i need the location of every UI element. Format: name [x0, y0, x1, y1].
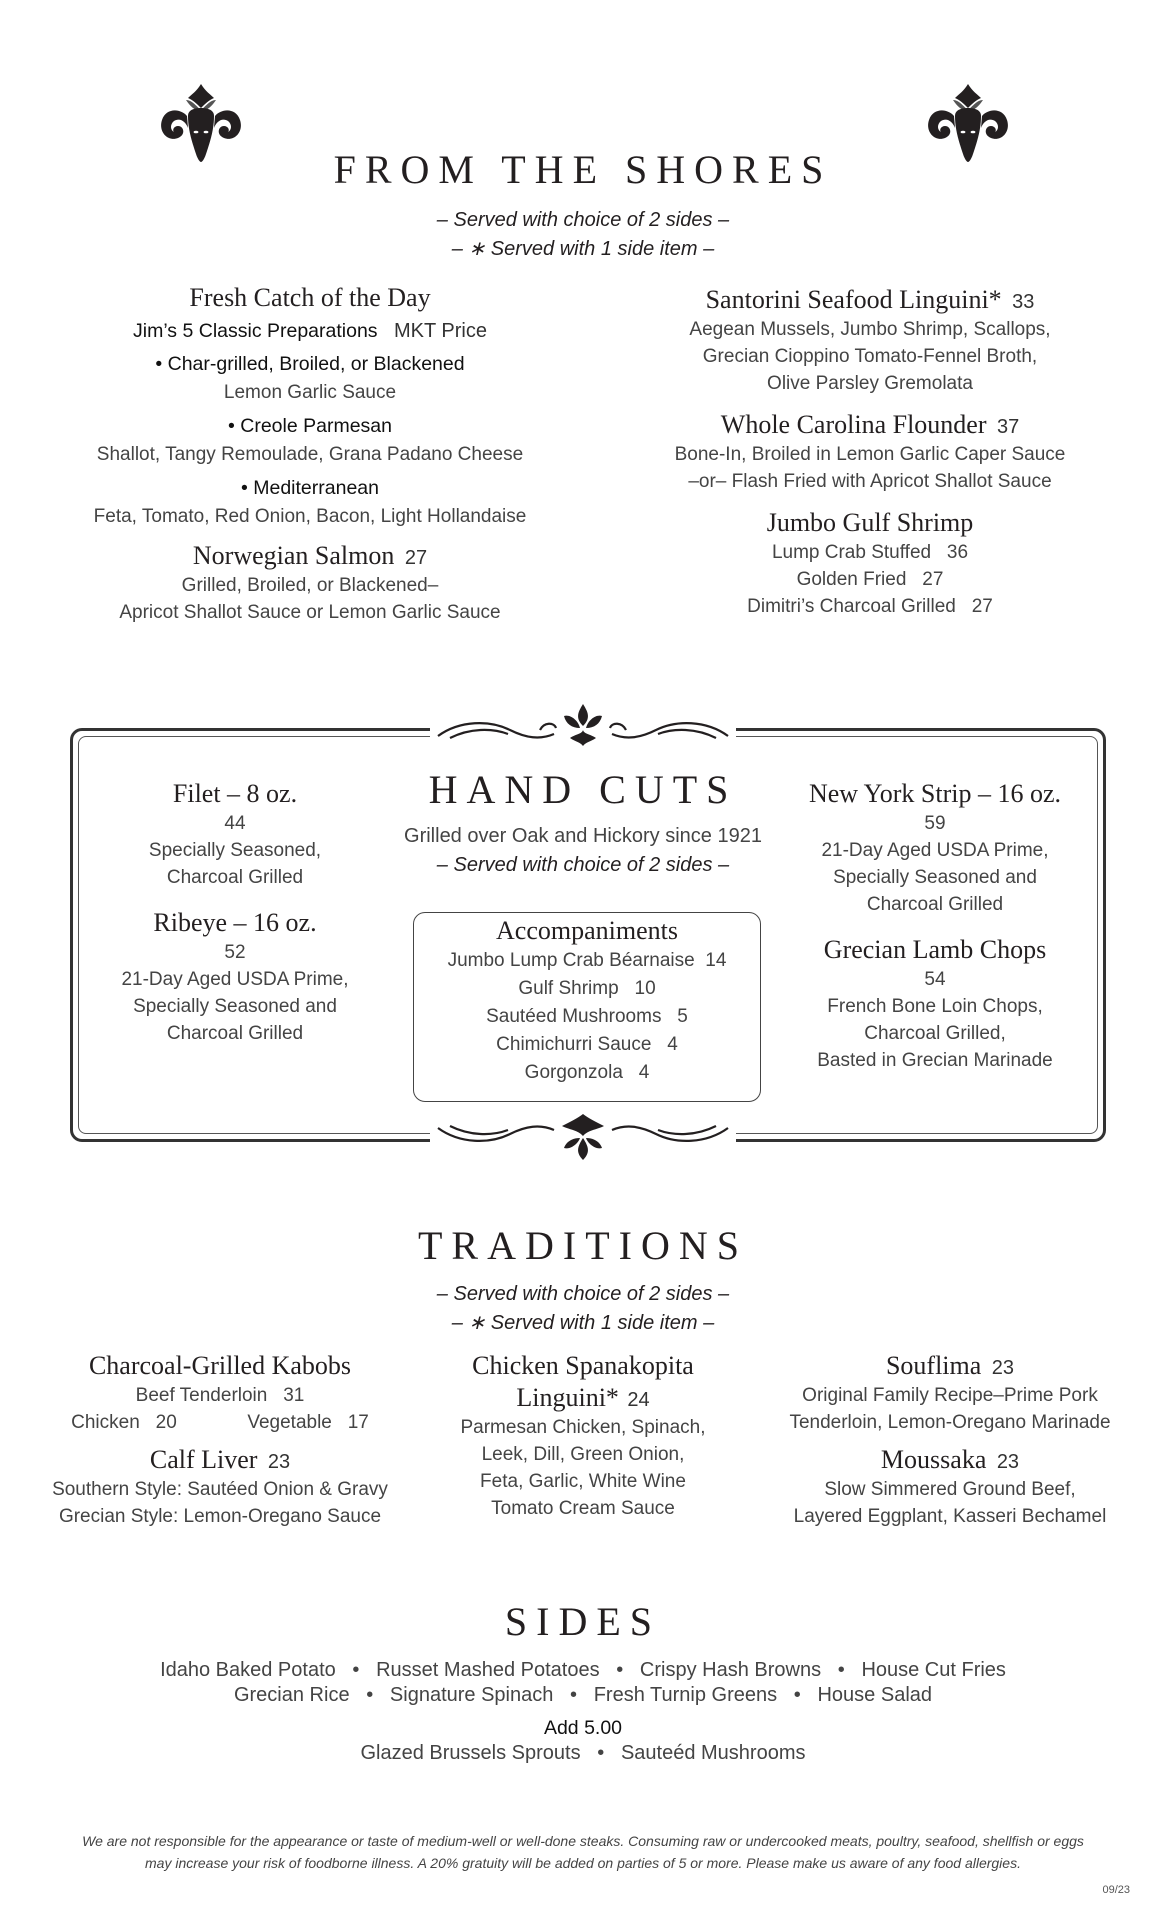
- dish-price: 44: [224, 813, 246, 834]
- traditions-subtitle-line: – ∗ Served with 1 side item –: [451, 1312, 715, 1334]
- dish-price: 33: [1012, 291, 1035, 313]
- menu-version-code: 09/23: [1102, 1884, 1130, 1896]
- sides-add-label: Add 5.00: [543, 1717, 623, 1739]
- dish-desc: Specially Seasoned,: [148, 840, 322, 861]
- option-price: 36: [946, 542, 969, 563]
- prep-desc: Shallot, Tangy Remoulade, Grana Padano Cheese: [96, 444, 524, 465]
- traditions-subtitle-line: – Served with choice of 2 sides –: [436, 1283, 730, 1305]
- item-price: 5: [677, 1006, 688, 1027]
- item-label: Sautéed Mushrooms: [486, 1006, 662, 1027]
- dish-desc: –or– Flash Fried with Apricot Shallot Sauce: [688, 471, 1052, 492]
- dish-desc: Charcoal Grilled: [166, 867, 304, 888]
- dish-price: 54: [924, 969, 946, 990]
- prep-line: [60, 317, 560, 346]
- item-price: 4: [667, 1034, 678, 1055]
- accompaniment-item: [414, 1059, 760, 1087]
- item-label: Jumbo Lump Crab Béarnaise: [447, 950, 695, 971]
- fresh-catch-block: [60, 282, 560, 626]
- dish-name: Calf Liver: [149, 1445, 258, 1474]
- dish-name: Whole Carolina Flounder: [720, 410, 987, 439]
- option-label: Beef Tenderloin: [135, 1385, 268, 1406]
- kabob-option: [30, 1382, 410, 1409]
- dish-desc: 21-Day Aged USDA Prime,: [821, 840, 1049, 861]
- dish-desc: Olive Parsley Gremolata: [767, 373, 973, 394]
- dish-desc: Specially Seasoned and: [833, 867, 1037, 888]
- kabob-options-row: [30, 1409, 410, 1436]
- dish-name: Jumbo Gulf Shrimp: [766, 508, 974, 537]
- section-title-sides: SIDES: [504, 1599, 662, 1644]
- dish-name: Grecian Lamb Chops: [823, 935, 1047, 964]
- dish-price: 59: [924, 813, 946, 834]
- option-label: Golden Fried: [796, 569, 907, 590]
- shrimp-option: [620, 539, 1120, 566]
- dish-desc: French Bone Loin Chops,: [827, 996, 1043, 1017]
- option-label: Dimitri’s Charcoal Grilled: [747, 596, 956, 617]
- dish-price: 37: [996, 416, 1020, 438]
- side-item: House Cut Fries: [861, 1659, 1006, 1681]
- side-item: Sauteéd Mushrooms: [620, 1742, 806, 1764]
- accompaniments-box: [413, 912, 761, 1102]
- shrimp-option: [620, 593, 1120, 620]
- item-price: 14: [705, 950, 727, 971]
- dish-desc: Grecian Cioppino Tomato-Fennel Broth,: [702, 346, 1038, 367]
- section-title-shores: FROM THE SHORES: [333, 147, 833, 192]
- dish-desc: Leek, Dill, Green Onion,: [481, 1444, 685, 1465]
- side-item: Grecian Rice: [233, 1684, 350, 1706]
- item-price: 4: [638, 1062, 650, 1083]
- accompaniment-item: [414, 975, 760, 1003]
- shrimp-option: [620, 566, 1120, 593]
- sides-row: Glazed Brussels Sprouts • Sauteéd Mushrooms: [360, 1742, 806, 1764]
- dish-price: 23: [991, 1357, 1015, 1379]
- dish-desc: Slow Simmered Ground Beef,: [824, 1479, 1076, 1500]
- dish-price: 27: [404, 547, 428, 569]
- side-item: Glazed Brussels Sprouts: [360, 1742, 581, 1764]
- dish-desc: Feta, Garlic, White Wine: [480, 1471, 686, 1492]
- section-title-traditions: TRADITIONS: [418, 1223, 748, 1268]
- section-title-hand-cuts: HAND CUTS: [428, 767, 738, 812]
- dish-desc: Charcoal Grilled,: [864, 1023, 1006, 1044]
- traditions-center-column: [420, 1350, 746, 1522]
- dish-desc: Apricot Shallot Sauce or Lemon Garlic Sauce: [119, 602, 501, 623]
- prep-price: MKT Price: [394, 320, 487, 342]
- side-item: Idaho Baked Potato: [160, 1659, 336, 1681]
- flourish-ornament-icon: [430, 700, 736, 756]
- flourish-ornament-icon: [430, 1108, 736, 1164]
- item-label: Chimichurri Sauce: [496, 1034, 652, 1055]
- dish-desc: Specially Seasoned and: [133, 996, 337, 1017]
- salmon-block: [60, 540, 560, 626]
- accompaniments-title: Accompaniments: [496, 916, 678, 945]
- option-price: 27: [971, 596, 993, 617]
- sides-list: [0, 1658, 1166, 1766]
- side-item: Crispy Hash Browns: [639, 1659, 822, 1681]
- option-label: Vegetable: [247, 1412, 332, 1433]
- dish-desc: Basted in Grecian Marinade: [817, 1050, 1053, 1071]
- traditions-subtitle: [0, 1280, 1166, 1338]
- prep-name: • Mediterranean: [241, 477, 379, 499]
- hand-cuts-left-column: [95, 778, 375, 1047]
- dish-name: Souflima: [885, 1351, 982, 1380]
- side-item: Fresh Turnip Greens: [593, 1684, 778, 1706]
- dish-desc: Aegean Mussels, Jumbo Shrimp, Scallops,: [689, 319, 1051, 340]
- option-price: 20: [155, 1412, 177, 1433]
- item-label: Gulf Shrimp: [518, 978, 619, 999]
- option-label: Chicken: [71, 1412, 140, 1433]
- item-price: 10: [634, 978, 656, 999]
- prep-label: Jim’s 5 Classic Preparations: [133, 320, 378, 342]
- dish-price: 52: [224, 942, 246, 963]
- dish-name: Ribeye – 16 oz.: [153, 908, 317, 937]
- traditions-right-column: [760, 1350, 1140, 1530]
- dish-desc: Grilled, Broiled, or Blackened–: [181, 575, 439, 596]
- dish-price: 23: [996, 1451, 1020, 1473]
- hand-cuts-subtitle: [383, 822, 783, 880]
- option-price: 17: [347, 1412, 369, 1433]
- dish-name: Norwegian Salmon: [192, 541, 395, 570]
- dish-name: Moussaka: [880, 1445, 987, 1474]
- disclaimer-line: We are not responsible for the appearance or taste of medium-well or well-done steaks. Consuming raw or undercooked meats, poultry, seafood, shellfish or eggs: [82, 1833, 1084, 1849]
- dish-desc: Charcoal Grilled: [166, 1023, 304, 1044]
- prep-name: • Creole Parmesan: [228, 415, 392, 437]
- item-label: Gorgonzola: [524, 1062, 623, 1083]
- dish-desc: 21-Day Aged USDA Prime,: [121, 969, 349, 990]
- accompaniment-item: [414, 1003, 760, 1031]
- dish-name: New York Strip – 16 oz.: [808, 779, 1062, 808]
- dish-price: 23: [267, 1451, 291, 1473]
- side-item: Russet Mashed Potatoes: [376, 1659, 600, 1681]
- side-item: House Salad: [817, 1684, 933, 1706]
- dish-desc: Tenderloin, Lemon-Oregano Marinade: [789, 1412, 1111, 1433]
- dish-name: Santorini Seafood Linguini*: [705, 285, 1002, 314]
- dish-desc: Charcoal Grilled: [866, 894, 1004, 915]
- shores-right-column: [620, 284, 1120, 620]
- hand-cuts-right-column: [780, 778, 1090, 1074]
- prep-desc: Lemon Garlic Sauce: [223, 382, 397, 403]
- dish-price: 24: [627, 1389, 650, 1411]
- dish-desc: Original Family Recipe–Prime Pork: [802, 1385, 1098, 1406]
- sides-row: Idaho Baked Potato • Russet Mashed Potatoes • Crispy Hash Browns • House Cut Fries: [160, 1659, 1006, 1681]
- dish-name: Charcoal-Grilled Kabobs: [88, 1351, 352, 1380]
- option-price: 31: [283, 1385, 305, 1406]
- option-label: Lump Crab Stuffed: [771, 542, 932, 563]
- dish-name: Fresh Catch of the Day: [189, 283, 431, 312]
- dish-desc: Tomato Cream Sauce: [491, 1498, 675, 1519]
- disclaimer: [30, 1830, 1136, 1874]
- dish-name: Linguini*: [516, 1383, 619, 1412]
- shores-subtitle-line: – Served with choice of 2 sides –: [436, 209, 730, 231]
- shores-subtitle-line: – ∗ Served with 1 side item –: [451, 238, 715, 260]
- shores-subtitle: [0, 206, 1166, 264]
- prep-desc: Feta, Tomato, Red Onion, Bacon, Light Hollandaise: [93, 506, 527, 527]
- hand-cuts-tagline: Grilled over Oak and Hickory since 1921: [404, 825, 762, 847]
- accompaniment-item: [414, 947, 760, 975]
- dish-desc: Grecian Style: Lemon-Oregano Sauce: [58, 1506, 382, 1527]
- accompaniment-item: [414, 1031, 760, 1059]
- side-item: Signature Spinach: [389, 1684, 554, 1706]
- dish-name: Filet – 8 oz.: [172, 779, 298, 808]
- dish-name: Chicken Spanakopita: [472, 1351, 694, 1380]
- prep-name: • Char-grilled, Broiled, or Blackened: [155, 353, 465, 375]
- dish-desc: Parmesan Chicken, Spinach,: [460, 1417, 706, 1438]
- disclaimer-line: may increase your risk of foodborne illness. A 20% gratuity will be added on parties of 5 or more. Please make us aware of any food allergies.: [145, 1855, 1021, 1871]
- dish-desc: Southern Style: Sautéed Onion & Gravy: [52, 1479, 388, 1500]
- traditions-left-column: [30, 1350, 410, 1530]
- hand-cuts-sides-note: – Served with choice of 2 sides –: [436, 854, 730, 876]
- sides-row: Grecian Rice • Signature Spinach • Fresh Turnip Greens • House Salad: [233, 1684, 933, 1706]
- dish-desc: Bone-In, Broiled in Lemon Garlic Caper Sauce: [674, 444, 1066, 465]
- option-price: 27: [922, 569, 944, 590]
- dish-desc: Layered Eggplant, Kasseri Bechamel: [793, 1506, 1107, 1527]
